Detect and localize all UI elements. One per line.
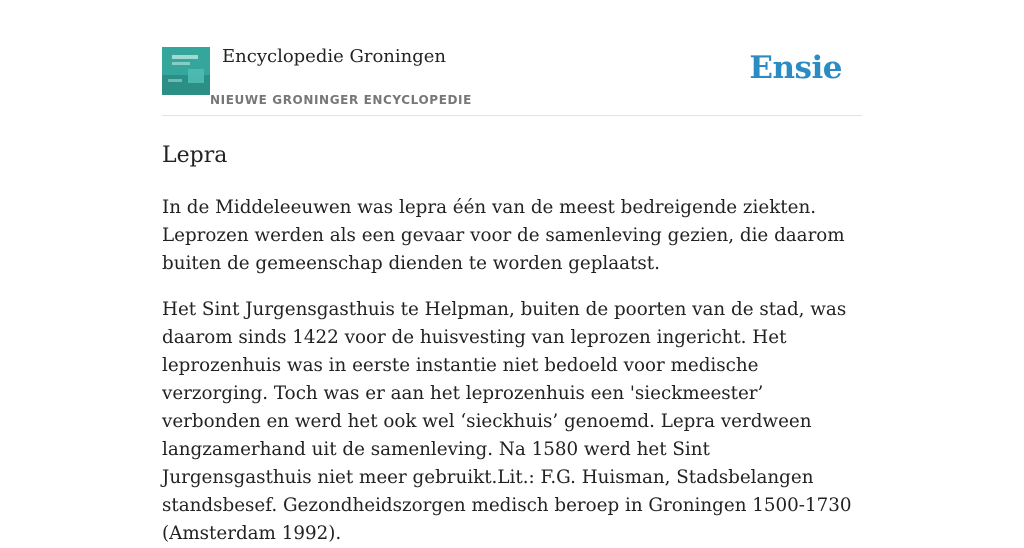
article-title: Lepra — [162, 143, 228, 168]
page — [162, 0, 862, 544]
encyclopedia-cover-icon[interactable] — [162, 47, 210, 95]
ensie-logo[interactable]: Ensie — [749, 50, 842, 86]
article-paragraph: In de Middeleeuwen was lepra één van de meest bedreigende ziekten. Leprozen werden als een gevaar voor de samenleving gezien, die daarom buiten de gemeenschap dienden te worden geplaatst. — [162, 197, 845, 274]
article-paragraph: Het Sint Jurgensgasthuis te Helpman, buiten de poorten van de stad, was daarom sinds 1422 voor de huisvesting van leprozen ingericht. Het leprozenhuis was in eerste instantie niet bedoeld voor medische verzorging. Toch was er aan het leprozenhuis een 'sieckmeester’ verbonden en werd het ook wel ‘sieckhuis’ genoemd. Lepra verdween langzamerhand uit de samenleving. Na 1580 werd het Sint Jurgensgasthuis niet meer gebruikt.Lit.: F.G. Huisman, Stadsbelangen standsbesef. Gezondheidszorgen medisch beroep in Groningen 1500-1730 (Amsterdam 1992). — [162, 299, 852, 544]
site-subtitle: NIEUWE GRONINGER ENCYCLOPEDIE — [210, 93, 472, 107]
site-title-link[interactable]: Encyclopedie Groningen — [222, 46, 447, 67]
site-header — [162, 0, 862, 116]
